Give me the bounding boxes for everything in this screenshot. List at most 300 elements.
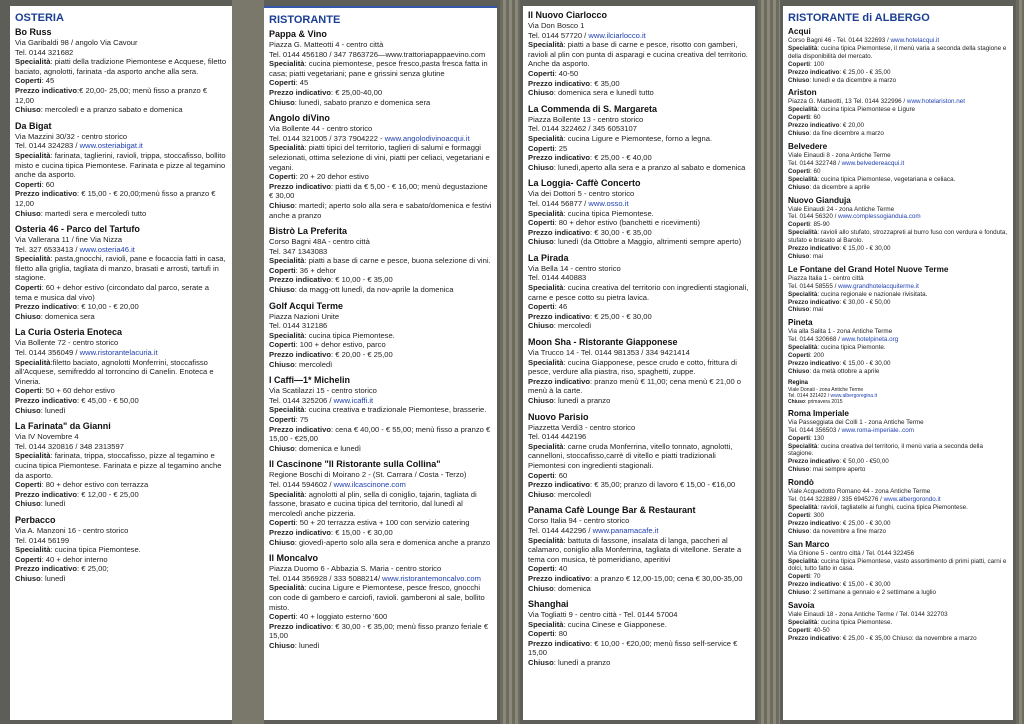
field-value: Viale Einaudi 8 - zona Antiche Terme bbox=[788, 151, 891, 159]
info-line bbox=[788, 98, 1008, 106]
info-line bbox=[15, 499, 227, 509]
field-label: Chiuso bbox=[15, 105, 41, 115]
field-value: : 75 bbox=[295, 415, 309, 424]
field-label: Coperti bbox=[269, 518, 296, 528]
info-line bbox=[15, 574, 227, 584]
info-line bbox=[528, 88, 750, 98]
field-value: : € 15,00 - € 30,00 bbox=[839, 581, 891, 589]
field-value: : 36 + dehor bbox=[295, 265, 337, 275]
field-label: Chiuso bbox=[528, 237, 554, 247]
field-value: : 40-50 bbox=[554, 68, 579, 78]
info-line bbox=[269, 134, 492, 144]
field-value: Tel. 0144 56199 bbox=[15, 535, 70, 545]
section-title: RISTORANTE di ALBERGO bbox=[788, 12, 930, 24]
info-line bbox=[269, 612, 492, 622]
info-line bbox=[15, 141, 227, 151]
info-line bbox=[528, 584, 750, 594]
restaurant-name: Il Cascinone "Il Ristorante sulla Collina" bbox=[269, 459, 441, 470]
restaurant-name: Ariston bbox=[788, 88, 817, 98]
field-value: Tel. 0144 322889 / 335 6945276 / bbox=[788, 496, 884, 504]
field-label: Specialità bbox=[269, 583, 305, 593]
restaurant-name: La Curia Osteria Enoteca bbox=[15, 327, 123, 338]
field-label: Coperti bbox=[15, 76, 42, 86]
info-line bbox=[528, 237, 750, 247]
field-label: Specialità bbox=[15, 150, 51, 160]
field-value: : ravioli allo stufato, strozzapreti al burro fuso con verdura e fonduta, stufato e brasato al Barolo. bbox=[788, 229, 1008, 245]
column-osteria bbox=[10, 6, 232, 720]
restaurant-entry bbox=[15, 27, 227, 115]
info-line bbox=[788, 306, 1008, 314]
info-line bbox=[528, 21, 750, 31]
restaurant-entry bbox=[788, 27, 1008, 84]
info-line bbox=[528, 153, 750, 163]
field-value: : € 15,00 - € 30,00 bbox=[839, 245, 891, 253]
field-label: Chiuso bbox=[528, 489, 554, 499]
info-line bbox=[15, 132, 227, 142]
field-value: : € 10,00 - €20,00; menù fisso self-service € 15,00 bbox=[528, 638, 738, 658]
info-line bbox=[788, 581, 1008, 589]
website-link[interactable]: www.ristorantelacuria.it bbox=[79, 348, 158, 358]
field-label: Chiuso bbox=[269, 285, 295, 295]
field-value: : piatti della tradizione Piemontese e Acquese, filetto baciato, agnolotti, farinata -da asporto anche alla sera. bbox=[15, 57, 227, 76]
field-label: Specialità bbox=[528, 441, 564, 451]
info-line bbox=[788, 245, 1008, 253]
info-line bbox=[269, 470, 492, 480]
field-label: Specialità bbox=[788, 442, 818, 450]
field-value: Via Togliatti 9 - centro città - Tel. 0144 57004 bbox=[528, 610, 678, 620]
field-value: : lunedì bbox=[40, 573, 66, 583]
field-label: Coperti bbox=[788, 221, 811, 229]
info-line bbox=[15, 338, 227, 348]
field-value: : 46 bbox=[554, 302, 568, 312]
restaurant-name: Il Nuovo Ciarlocco bbox=[528, 10, 608, 20]
field-label: Prezzo indicativo bbox=[788, 634, 840, 642]
info-line bbox=[269, 425, 492, 444]
info-line bbox=[269, 622, 492, 641]
restaurant-entry bbox=[788, 265, 1008, 315]
info-line bbox=[15, 189, 227, 208]
info-line bbox=[788, 619, 1008, 627]
field-label: Coperti bbox=[269, 78, 296, 88]
field-label: Chiuso bbox=[15, 208, 41, 218]
info-line bbox=[528, 610, 750, 620]
info-line bbox=[15, 386, 227, 396]
info-line bbox=[15, 38, 227, 48]
field-value: Via Scatilazzi 15 - centro storico bbox=[269, 386, 377, 396]
field-value: : 130 bbox=[810, 434, 825, 442]
field-value: Via Bollente 72 - centro storico bbox=[15, 338, 119, 348]
field-label: Prezzo indicativo bbox=[269, 527, 332, 537]
info-line bbox=[788, 291, 1008, 299]
info-line bbox=[269, 88, 492, 98]
field-label: Prezzo indicativo bbox=[15, 564, 78, 574]
field-value: Tel. 0144 324283 / bbox=[15, 141, 80, 151]
field-value: Piazza Nazioni Unite bbox=[269, 311, 340, 321]
info-line bbox=[528, 432, 750, 442]
field-label: Chiuso bbox=[269, 443, 295, 453]
field-label: Prezzo indicativo bbox=[269, 621, 332, 631]
field-label: Chiuso bbox=[788, 589, 810, 597]
field-value: Tel. 0144 56320 / bbox=[788, 213, 839, 221]
field-value: : 40 + dehor interno bbox=[41, 554, 108, 564]
field-label: Coperti bbox=[788, 626, 811, 634]
info-line bbox=[528, 264, 750, 274]
info-line bbox=[788, 558, 1008, 574]
field-value: : lunedì bbox=[40, 405, 66, 415]
field-value: Tel. 0144 325206 / bbox=[269, 395, 334, 405]
website-link[interactable]: www.belvedereacqui.it bbox=[841, 159, 905, 167]
info-line bbox=[528, 536, 750, 565]
field-value: Piazza Duomo 6 - Abbazia S. Maria - centro storico bbox=[269, 564, 442, 574]
restaurant-name: Moon Sha - Ristorante Giapponese bbox=[528, 337, 678, 348]
field-value: : cucina tipica Piemonte. bbox=[817, 344, 886, 352]
field-value: Tel. 0144 442196 bbox=[528, 432, 587, 442]
field-value: Tel. 0144 440883 bbox=[528, 273, 587, 283]
website-link[interactable]: www.osteriabigat.it bbox=[79, 141, 143, 151]
field-value: : 80 bbox=[554, 629, 568, 639]
info-line bbox=[528, 283, 750, 302]
field-value: : mai bbox=[809, 306, 823, 314]
restaurant-entry bbox=[269, 459, 492, 547]
field-value: Tel. 0144 320816 / 348 2313597 bbox=[15, 441, 124, 451]
info-line bbox=[788, 160, 1008, 168]
restaurant-name: Savoia bbox=[788, 601, 815, 611]
info-line bbox=[528, 79, 750, 89]
field-value: : lunedì bbox=[294, 640, 320, 650]
field-value: : 100 bbox=[810, 60, 825, 68]
info-line bbox=[269, 143, 492, 172]
info-line bbox=[528, 639, 750, 658]
field-label: Prezzo indicativo bbox=[528, 153, 591, 163]
field-label: Coperti bbox=[15, 554, 42, 564]
info-line bbox=[269, 528, 492, 538]
info-line bbox=[788, 61, 1008, 69]
field-label: Chiuso bbox=[788, 183, 810, 191]
field-label: Prezzo indicativo bbox=[15, 189, 78, 199]
field-value: : a pranzo € 12,00-15,00; cena € 30,00-35,00 bbox=[590, 573, 743, 583]
field-label: Prezzo indicativo bbox=[788, 68, 840, 76]
info-line bbox=[528, 312, 750, 322]
info-line bbox=[269, 574, 492, 584]
info-line bbox=[269, 247, 492, 257]
restaurant-name: Perbacco bbox=[15, 514, 56, 525]
field-label: Prezzo indicativo bbox=[788, 245, 840, 253]
info-line bbox=[528, 620, 750, 630]
restaurant-entry bbox=[528, 253, 750, 331]
field-value: Tel. 0144 321682 bbox=[15, 47, 74, 57]
field-value: : ravioli, tagliatelle ai funghi, cucina tipica Piemontese. bbox=[817, 503, 968, 511]
field-value: : 40-50 bbox=[810, 626, 830, 634]
field-value: Via Trucco 14 - Tel. 0144 981353 / 334 9421414 bbox=[528, 348, 690, 358]
field-value: Tel. 0144 594602 / bbox=[269, 479, 334, 489]
info-line bbox=[788, 520, 1008, 528]
field-value: : 40 bbox=[554, 564, 568, 574]
info-line bbox=[528, 134, 750, 144]
field-value: : piatti tipici del territorio, taglieri di salumi e formaggi selezionati, ottima selezione di vini, piatti per celiaci, vegetariani e vegani. bbox=[269, 143, 490, 172]
website-link[interactable]: www.roma-imperiale..com bbox=[841, 426, 915, 434]
website-link[interactable]: www.complessogianduia.com bbox=[838, 213, 921, 221]
field-value: : 45 bbox=[295, 78, 309, 88]
field-value: : farinata, taglierini, ravioli, trippa, stoccafisso, bollito misto e cucina tipica Piemontese. Farinata e pizze al tegamino anche da asporto. bbox=[15, 150, 226, 180]
info-line bbox=[15, 283, 227, 302]
website-link[interactable]: www.grandhotelacquiterme.it bbox=[838, 282, 919, 290]
field-label: Coperti bbox=[788, 573, 811, 581]
field-value: Tel. 327 6533413 / bbox=[15, 244, 80, 254]
restaurant-name: Osteria 46 - Parco del Tartufo bbox=[15, 224, 140, 235]
info-line bbox=[788, 427, 1008, 435]
field-label: Chiuso bbox=[15, 499, 41, 509]
field-value: : carne cruda Monferrina, vitello tonnato, agnolotti, cannelloni, stoccafisso,carrè di vitello e piatti tradizionali Piemontesi con ingredienti stagionali. bbox=[528, 441, 733, 470]
field-label: Coperti bbox=[15, 386, 42, 396]
restaurant-name: Da Bigat bbox=[15, 120, 52, 131]
info-line bbox=[269, 275, 492, 285]
info-line bbox=[269, 538, 492, 548]
section-title: RISTORANTE bbox=[269, 14, 341, 26]
field-label: Chiuso bbox=[528, 162, 554, 172]
field-value: : mercoledì e a pranzo sabato e domenica bbox=[40, 105, 183, 115]
website-link[interactable]: www.hotelariston.net bbox=[906, 98, 966, 106]
field-label: Chiuso bbox=[788, 398, 805, 405]
info-line bbox=[15, 564, 227, 574]
restaurant-entry bbox=[269, 113, 492, 220]
field-value: Via dei Dottori 5 - centro storico bbox=[528, 189, 635, 199]
field-value: : cucina creativa e tradizionale Piemontese, brasserie. bbox=[304, 405, 487, 415]
info-line bbox=[15, 180, 227, 190]
info-line bbox=[15, 209, 227, 219]
field-label: Prezzo indicativo bbox=[269, 181, 332, 191]
field-value: : pranzo menù € 11,00; cena menù € 21,00 o menù à la carte. bbox=[528, 376, 742, 396]
info-line bbox=[15, 490, 227, 500]
field-value: Via Passeggiata dei Colli 1 - zona Antiche Terme bbox=[788, 418, 924, 426]
field-value: : mai bbox=[809, 252, 823, 260]
info-line bbox=[15, 396, 227, 406]
restaurant-entry bbox=[269, 226, 492, 295]
info-line bbox=[269, 312, 492, 322]
field-value: Via A. Manzoni 16 - centro storico bbox=[15, 525, 129, 535]
field-value: : 80 + dehor estivo con terrazza bbox=[41, 480, 149, 490]
field-value: Piazza Bollente 13 - centro storico bbox=[528, 114, 644, 124]
info-line bbox=[269, 405, 492, 415]
restaurant-name: Pappa & Vino bbox=[269, 29, 327, 39]
field-value: : 25 bbox=[554, 143, 568, 153]
info-line bbox=[269, 386, 492, 396]
restaurant-name: Bistrò La Preferita bbox=[269, 226, 348, 237]
restaurant-name: Angolo diVino bbox=[269, 113, 330, 124]
field-label: Chiuso bbox=[788, 306, 810, 314]
restaurant-entry bbox=[15, 327, 227, 415]
field-label: Chiuso bbox=[528, 583, 554, 593]
info-line bbox=[788, 635, 1008, 643]
field-value: : cucina creativa del territorio con ingredienti stagionali, carne e pesce cotto su pietra lavica. bbox=[528, 283, 749, 302]
field-value: : agnolotti al plin, sella di coniglio, tajarin, tagliata di fassone, brasato e cucina tipica del territorio, dal lunedì al mercoledì anche pizzeria. bbox=[269, 489, 477, 518]
website-link[interactable]: www.angolodivinoacqui.it bbox=[384, 133, 470, 143]
info-line bbox=[528, 218, 750, 228]
info-line bbox=[788, 275, 1008, 283]
info-line bbox=[788, 443, 1008, 459]
info-line bbox=[528, 115, 750, 125]
field-value: : 2 settimane a gennaio e 2 settimane a luglio bbox=[809, 589, 937, 597]
field-value: : cena € 40,00 - € 55,00; menù fisso a pranzo € 15,00 - €25,00 bbox=[269, 424, 491, 444]
field-value: Via Bollente 44 - centro storico bbox=[269, 124, 373, 134]
field-label: Prezzo indicativo bbox=[269, 350, 332, 360]
field-value: : € 35,00 bbox=[590, 78, 620, 88]
info-line bbox=[269, 237, 492, 247]
website-link[interactable]: www.panamacafe.it bbox=[592, 525, 659, 535]
field-value: : 80 + dehor estivo (banchetti e ricevimenti) bbox=[554, 218, 700, 228]
website-link[interactable]: www.hotelacqui.it bbox=[890, 37, 940, 44]
info-line bbox=[788, 504, 1008, 512]
field-label: Prezzo indicativo bbox=[788, 519, 840, 527]
restaurant-entry bbox=[269, 375, 492, 453]
info-line bbox=[15, 86, 227, 105]
website-link[interactable]: www.ilciarlocco.it bbox=[588, 30, 646, 40]
field-label: Specialità bbox=[15, 545, 51, 555]
restaurant-name: San Marco bbox=[788, 539, 830, 549]
info-line bbox=[528, 40, 750, 69]
field-label: Chiuso bbox=[788, 76, 810, 84]
field-value: :filetto baciato, agnolotti Monferrini, stoccafisso all'Acquese, semifreddo al torroncino di Canelin. Enoteca e Vineria. bbox=[15, 357, 214, 386]
info-line bbox=[15, 480, 227, 490]
field-value: : € 15,00 - € 20,00;menù fisso a pranzo € 12,00 bbox=[15, 189, 216, 208]
info-line bbox=[788, 114, 1008, 122]
field-label: Prezzo indicativo bbox=[528, 227, 591, 237]
field-value: : martedì; aperto solo alla sera e sabato/domenica e festivi anche a pranzo bbox=[269, 200, 492, 220]
restaurant-name: Rondò bbox=[788, 478, 814, 488]
field-value: : cucina creativa del territorio, il menù varia a seconda della stagione. bbox=[788, 442, 983, 458]
info-line bbox=[269, 40, 492, 50]
restaurant-entry bbox=[788, 88, 1008, 138]
restaurant-entry bbox=[269, 553, 492, 650]
field-label: Prezzo indicativo bbox=[788, 360, 840, 367]
field-value: : martedì sera e mercoledì tutto bbox=[40, 208, 147, 218]
field-value: Via Mazzini 30/32 - centro storico bbox=[15, 131, 128, 141]
info-line bbox=[269, 59, 492, 78]
field-label: Specialità bbox=[15, 57, 51, 67]
info-line bbox=[269, 266, 492, 276]
field-value: : da novembre a fine marzo bbox=[809, 527, 886, 535]
field-label: Chiuso bbox=[15, 405, 41, 415]
field-label: Chiuso bbox=[269, 640, 295, 650]
info-line bbox=[528, 423, 750, 433]
info-line bbox=[528, 302, 750, 312]
info-line bbox=[15, 555, 227, 565]
info-line bbox=[15, 151, 227, 180]
info-line bbox=[788, 106, 1008, 114]
field-value: : da fine dicembre a marzo bbox=[809, 130, 884, 138]
field-value: : lunedì e da dicembre a marzo bbox=[809, 76, 897, 84]
info-line bbox=[528, 358, 750, 377]
field-value: Piazza G. Matteotti, 13 Tel. 0144 322996 / bbox=[788, 98, 907, 106]
website-link[interactable]: www.albergoregina.it bbox=[830, 392, 877, 399]
field-label: Chiuso bbox=[15, 573, 41, 583]
restaurant-entry bbox=[788, 601, 1008, 643]
restaurant-name: I Caffi—1* Michelin bbox=[269, 375, 351, 386]
field-label: Specialità bbox=[788, 106, 818, 114]
field-label: Prezzo indicativo bbox=[15, 85, 78, 95]
field-label: Specialità bbox=[15, 357, 51, 367]
website-link[interactable]: www.osso.it bbox=[588, 198, 629, 208]
column-ristorante bbox=[264, 6, 497, 720]
field-value: : cucina Cinese e Giapponese. bbox=[563, 619, 667, 629]
restaurant-entry bbox=[788, 318, 1008, 375]
info-line bbox=[788, 496, 1008, 504]
field-label: Coperti bbox=[788, 60, 811, 68]
field-value: Corso Italia 94 - centro storico bbox=[528, 516, 630, 526]
field-value: Piazza Italia 1 - centro città bbox=[788, 274, 864, 282]
field-value: : giovedì-aperto solo alla sera e domenica anche a pranzo bbox=[294, 537, 491, 547]
info-line bbox=[788, 283, 1008, 291]
field-label: Prezzo indicativo bbox=[528, 376, 591, 386]
info-line bbox=[528, 658, 750, 668]
website-link[interactable]: www.hotelpineta.org bbox=[841, 336, 899, 344]
website-link[interactable]: www.icaffi.it bbox=[333, 395, 374, 405]
website-link[interactable]: www.osteria46.it bbox=[79, 244, 135, 254]
field-label: Prezzo indicativo bbox=[788, 122, 840, 130]
field-value: : 20 + 20 dehor estivo bbox=[295, 172, 369, 182]
field-value: Tel. 0144 322748 / bbox=[788, 159, 842, 167]
field-value: : domenica e lunedì bbox=[294, 443, 362, 453]
website-link[interactable]: www.albergorondo.it bbox=[883, 496, 941, 504]
info-line bbox=[269, 641, 492, 651]
restaurant-name: Panama Cafè Lounge Bar & Restaurant bbox=[528, 505, 696, 516]
field-label: Prezzo indicativo bbox=[788, 458, 840, 466]
field-value: : da magg-ott lunedì, da nov-aprile la domenica bbox=[294, 285, 454, 295]
restaurant-entry bbox=[269, 29, 492, 107]
field-label: Prezzo indicativo bbox=[528, 638, 591, 648]
field-label: Specialità bbox=[269, 59, 305, 69]
field-value: : da dicembre a aprile bbox=[809, 183, 870, 191]
info-line bbox=[15, 254, 227, 283]
field-label: Coperti bbox=[269, 612, 296, 622]
restaurant-name: La Commenda di S. Margareta bbox=[528, 103, 658, 114]
info-line bbox=[15, 76, 227, 86]
info-line bbox=[788, 435, 1008, 443]
info-line bbox=[15, 545, 227, 555]
info-line bbox=[788, 229, 1008, 245]
field-value: Via IV Novembre 4 bbox=[15, 432, 79, 442]
field-value: : lunedì, sabato pranzo e domenica sera bbox=[294, 97, 431, 107]
field-label: Coperti bbox=[528, 218, 555, 228]
field-value: : cucina Giapponese, pesce crudo e cotto, frittura di pesce, verdure alla piastra, riso, spaghetti, zuppe. bbox=[528, 357, 737, 377]
field-value: : domenica sera e lunedì tutto bbox=[553, 88, 654, 98]
restaurant-name: Roma Imperiale bbox=[788, 408, 849, 418]
field-value: : mercoledì bbox=[553, 321, 592, 331]
field-value: Tel. 0144 58555 / bbox=[788, 282, 839, 290]
field-value: Tel. 0144 356049 / bbox=[15, 348, 80, 358]
info-line bbox=[528, 480, 750, 490]
info-line bbox=[528, 209, 750, 219]
info-line bbox=[15, 536, 227, 546]
info-line bbox=[528, 629, 750, 639]
field-value: Viale Einaudi 24 - zona Antiche Terme bbox=[788, 205, 895, 213]
field-value: Via Vallerana 11 / fine Via Nizza bbox=[15, 235, 123, 245]
website-link[interactable]: www.ristorantemoncalvo.com bbox=[382, 573, 481, 583]
field-value: : piatti da € 5,00 - € 16,00; menù degustazione € 30,00 bbox=[269, 181, 488, 201]
info-line bbox=[788, 368, 1008, 376]
website-link[interactable]: www.ilcascinone.com bbox=[333, 479, 406, 489]
field-label: Coperti bbox=[15, 179, 42, 189]
restaurant-entry bbox=[788, 142, 1008, 192]
field-value: : lunedì bbox=[40, 499, 66, 509]
info-line bbox=[788, 77, 1008, 85]
field-value: : battuta di fassone, insalata di langa, paccheri al calamaro, coniglio alla Monferrina, tagliata di vitellone. Serate a tema con musica, tè pomeridiano, aperitivi bbox=[528, 535, 742, 564]
info-line bbox=[15, 57, 227, 76]
field-value: : 300 bbox=[810, 511, 825, 519]
field-label: Coperti bbox=[269, 265, 296, 275]
field-value: : € 30,00 - € 35,00; menù fisso pranzo feriale € 15,00 bbox=[269, 621, 489, 641]
info-line bbox=[528, 471, 750, 481]
field-label: Coperti bbox=[528, 302, 555, 312]
